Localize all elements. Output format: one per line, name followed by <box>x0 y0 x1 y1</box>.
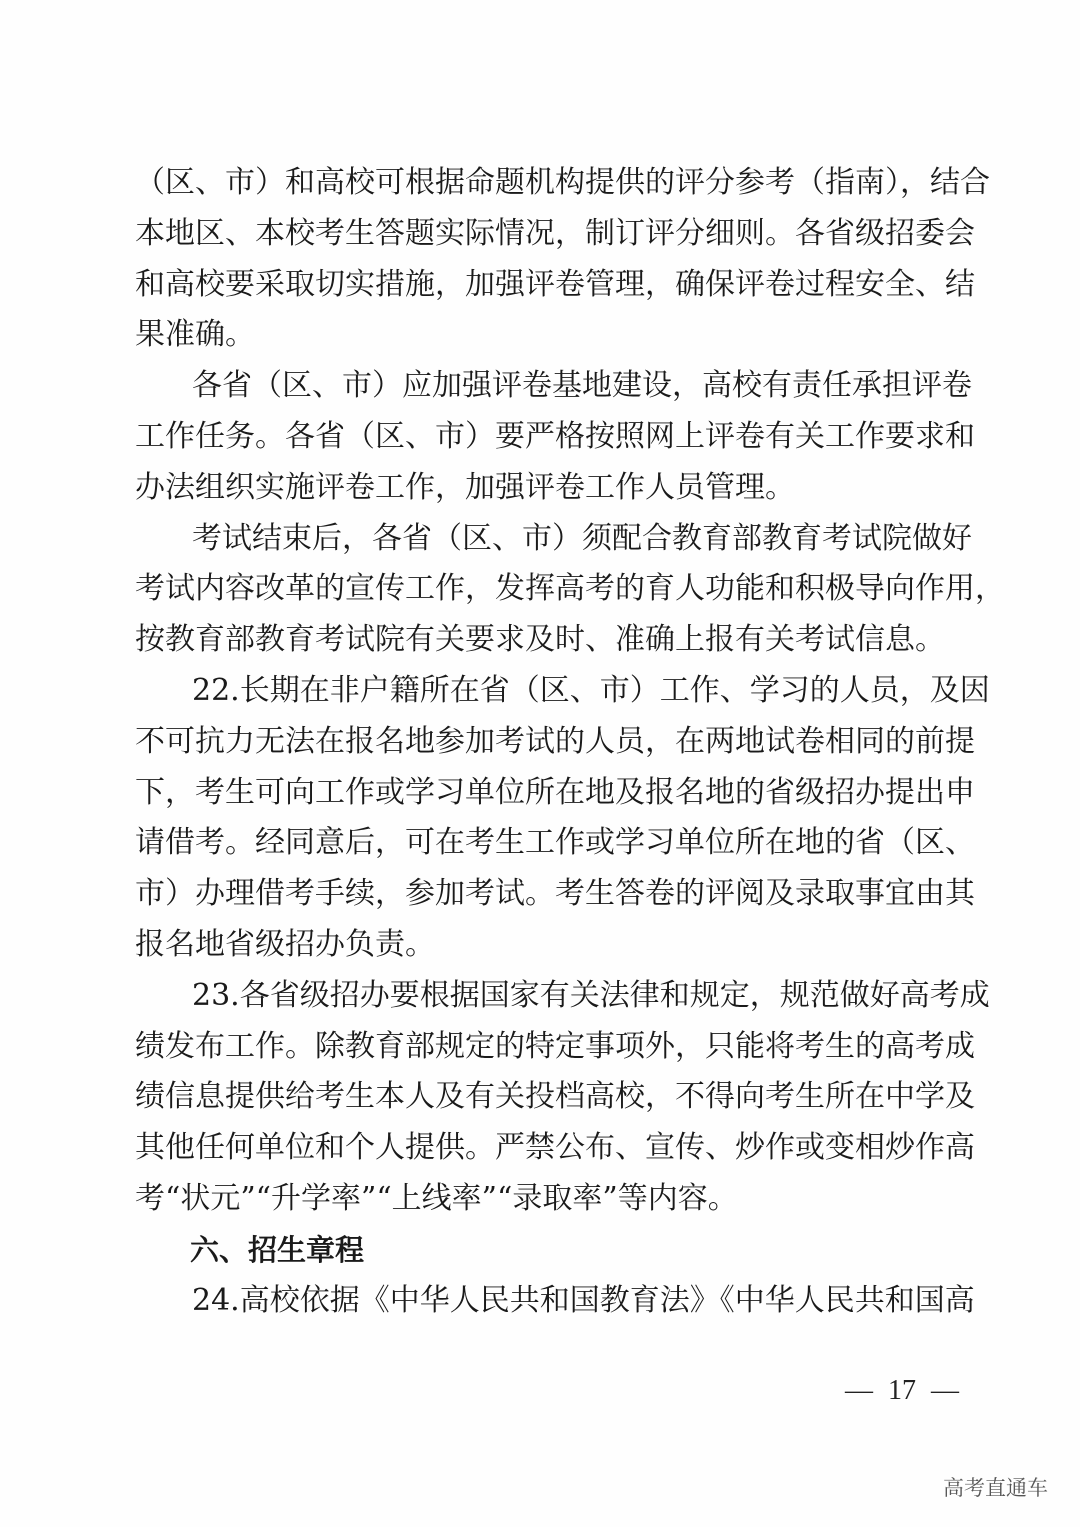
paragraph-line: 绩发布工作。除教育部规定的特定事项外，只能将考生的高考成 <box>135 1028 975 1064</box>
paragraph-line: 本地区、本校考生答题实际情况，制订评分细则。各省级招委会 <box>135 215 975 251</box>
section-heading: 六、招生章程 <box>190 1232 365 1267</box>
paragraph-line: 下，考生可向工作或学习单位所在地及报名地的省级招办提出申 <box>135 774 975 810</box>
paragraph-line: 24.高校依据《中华人民共和国教育法》《中华人民共和国高 <box>192 1282 975 1318</box>
paragraph-line: 不可抗力无法在报名地参加考试的人员，在两地试卷相同的前提 <box>135 723 975 759</box>
paragraph-line: 市）办理借考手续，参加考试。考生答卷的评阅及录取事宜由其 <box>135 876 975 912</box>
paragraph-line: 办法组织实施评卷工作，加强评卷工作人员管理。 <box>135 469 795 505</box>
paragraph-line: （区、市）和高校可根据命题机构提供的评分参考（指南），结合 <box>135 165 990 200</box>
page-number: — 17 — <box>845 1375 959 1406</box>
paragraph-line: 果准确。 <box>135 317 255 353</box>
paragraph-line: 绩信息提供给考生本人及有关投档高校，不得向考生所在中学及 <box>135 1079 975 1115</box>
paragraph-line: 工作任务。各省（区、市）要严格按照网上评卷有关工作要求和 <box>135 418 975 454</box>
watermark: 高考直通车 <box>943 1476 1048 1500</box>
paragraph-line: 请借考。经同意后，可在考生工作或学习单位所在地的省（区、 <box>135 825 975 861</box>
paragraph-line: 各省（区、市）应加强评卷基地建设，高校有责任承担评卷 <box>192 368 972 404</box>
paragraph-line: 按教育部教育考试院有关要求及时、准确上报有关考试信息。 <box>135 622 945 658</box>
paragraph-line: 22.长期在非户籍所在省（区、市）工作、学习的人员，及因 <box>192 672 990 708</box>
paragraph-line: 和高校要采取切实措施，加强评卷管理，确保评卷过程安全、结 <box>135 266 975 302</box>
paragraph-line: 考试结束后，各省（区、市）须配合教育部教育考试院做好 <box>192 520 972 556</box>
paragraph-line: 其他任何单位和个人提供。严禁公布、宣传、炒作或变相炒作高 <box>135 1130 975 1166</box>
body-text <box>135 158 1005 1326</box>
paragraph-line: 23.各省级招办要根据国家有关法律和规定，规范做好高考成 <box>192 977 990 1013</box>
paragraph-line: 考试内容改革的宣传工作，发挥高考的育人功能和积极导向作用， <box>135 571 1005 607</box>
paragraph-line: 报名地省级招办负责。 <box>135 926 435 962</box>
paragraph-line: 考“状元”“升学率”“上线率”“录取率”等内容。 <box>135 1180 738 1216</box>
